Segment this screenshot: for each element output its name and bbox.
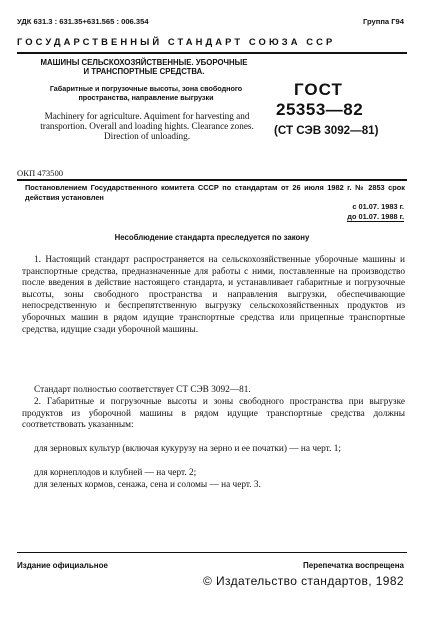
reprint-notice: Перепечатка воспрещена [303,561,404,570]
legal-warning: Несоблюдение стандарта преследуется по закону [114,233,310,242]
section-divider [17,179,407,181]
agency-heading: ГОСУДАРСТВЕННЫЙ СТАНДАРТ СОЮЗА ССР [17,36,336,47]
list-item: для корнеплодов и клубней — на черт. 2; [34,468,197,478]
list-item: для зерновых культур (включая кукурузу на зерно и ее початки) — на черт. 1; [34,444,341,454]
validity-from: с 01.07. 1983 г. [352,202,404,211]
publisher-copyright: © Издательство стандартов, 1982 [202,574,404,588]
header-divider [17,52,407,54]
title-english: Machinery for agriculture. Aquiment for harvesting and transportion. Overall and loading hights. Clearance zones. Direction of unloading. [40,111,254,141]
okp-code: ОКП 473500 [17,168,64,178]
gost-label: ГОСТ [294,80,343,99]
footer-divider [17,552,407,553]
paragraph-2: 2. Габаритные и погрузочные высоты и зоны свободного пространства при выгрузке продуктов из уборочной машины в рядом идущие транспортные средства должны соответствовать указанным: [22,397,405,431]
gost-number: 25353—82 [276,100,364,119]
list-item: для зеленых кормов, сенажа, сена и соломы — на черт. 3. [34,480,261,490]
subtitle-russian: Габаритные и погрузочные высоты, зона свободного пространства, направление выгрузки [49,84,243,102]
sev-reference: (СТ СЭВ 3092—81) [274,124,379,137]
paragraph-compliance: Стандарт полностью соответствует СТ СЭВ 3092—81. [34,385,251,395]
validity-to: до 01.07. 1988 г. [347,212,404,221]
group-code: Группа Г94 [362,17,404,26]
decree-text: Постановлением Государственного комитета СССР по стандартам от 26 июля 1982 г. № 2853 срок действия установлен [25,183,405,202]
official-edition-label: Издание официальное [17,561,108,570]
paragraph-1: 1. Настоящий стандарт распространяется на сельскохозяйственные уборочные машины и транспортные средства, предназначенные для работы с ними, поставленные на производство после введения в действие настоящего стандарта, и устанавливает габаритные и погрузочные высоты, зоны свободного пространства и направления выгрузки, обеспечивающие непосредственную и беспрепятственную выгрузку сельскохозяйственных продуктов из уборочных машин в рядом идущие транспортные средства или прицепные транспортные средства, идущие сзади уборочной машины. [22,255,405,335]
title-russian: МАШИНЫ СЕЛЬСКОХОЗЯЙСТВЕННЫЕ. УБОРОЧНЫЕ И ТРАНСПОРТНЫЕ СРЕДСТВА. [40,58,248,76]
udk-code: УДК 631.3 : 631.35+631.565 : 006.354 [17,17,149,26]
